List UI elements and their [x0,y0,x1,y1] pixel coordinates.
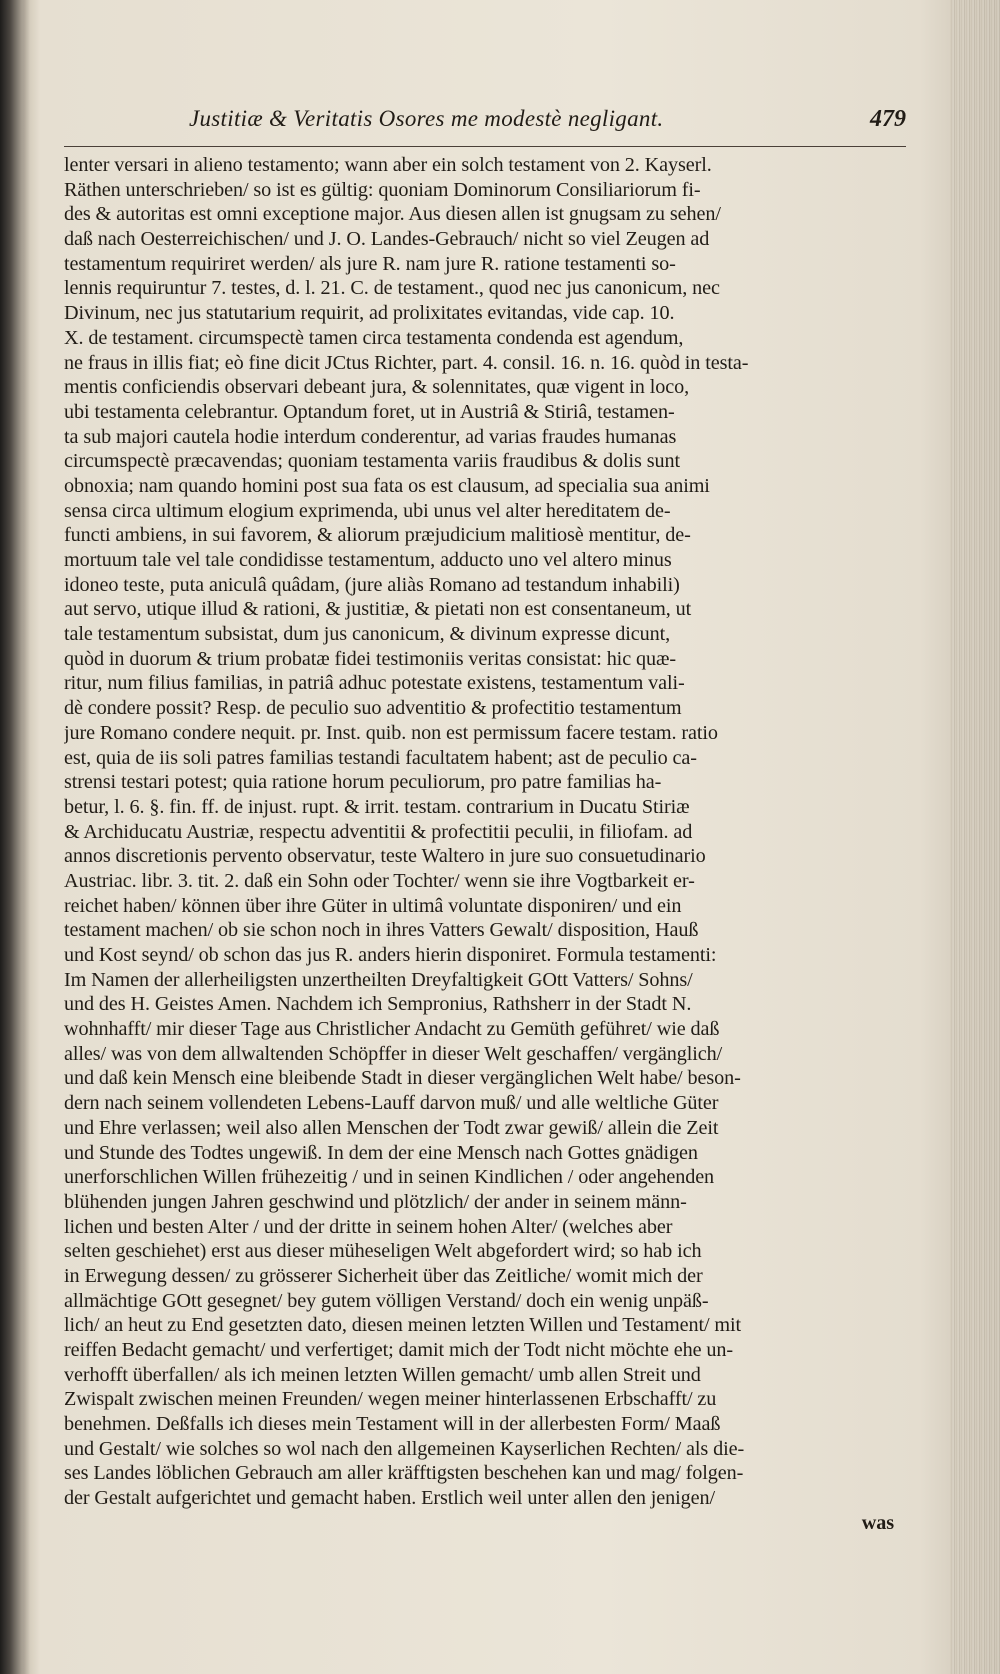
text-line: unerforschlichen Willen frühezeitig / und in seinen Kindlichen / oder angehenden [64,1166,715,1189]
catchword: was [861,1511,894,1534]
text-line: und Kost seynd/ ob schon das jus R. anders hierin disponiret. Formula testamenti: [64,944,717,966]
text-line: jure Romano condere nequit. pr. Inst. quib. non est permissum facere testam. ratio [64,721,718,744]
text-line: Zwispalt zwischen meinen Freunden/ wegen meiner hinterlassenen Erbschafft/ zu [64,1388,717,1411]
text-line: und Stunde des Todtes ungewiß. In dem der eine Mensch nach Gottes gnädigen [64,1141,698,1164]
text-line: ne fraus in illis fiat; eò fine dicit JCtus Richter, part. 4. consil. 16. n. 16. quòd in testa- [64,351,749,374]
text-line: alles/ was von dem allwaltenden Schöpffer in dieser Welt geschaffen/ vergänglich/ [64,1042,723,1065]
page-number: 479 [870,106,906,132]
text-line: ritur, num filius familias, in patriâ adhuc potestate existens, testamentum vali- [64,672,685,695]
page-header [64,96,906,147]
text-line: circumspectè præcavendas; quoniam testamenta variis fraudibus & dolis sunt [64,450,681,473]
text-line: und Gestalt/ wie solches so wol nach den allgemeinen Kayserlichen Rechten/ als die- [64,1437,745,1460]
text-line: obnoxia; nam quando homini post sua fata os est clausum, ad specialia sua animi [64,474,710,497]
text-line: ses Landes löblichen Gebrauch am aller kräfftigsten beschehen kan und mag/ folgen- [64,1462,744,1485]
text-line: strensi testari potest; quia ratione horum peculiorum, pro patre familias ha- [64,771,662,794]
text-line: testament machen/ ob sie schon noch in ihres Vatters Gewalt/ disposition, Hauß [64,919,699,942]
text-line: tale testamentum subsistat, dum jus canonicum, & divinum expresse dicunt, [64,623,671,646]
text-line: Räthen unterschrieben/ so ist es gültig: quoniam Dominorum Consiliariorum fi- [64,178,701,201]
text-line: testamentum requiriret werden/ als jure R. nam jure R. ratione testamenti so- [64,252,676,275]
text-line: und des H. Geistes Amen. Nachdem ich Sempronius, Rathsherr in der Stadt N. [64,993,692,1016]
text-line: dern nach seinem vollendeten Lebens-Lauff darvon muß/ und alle weltliche Güter [64,1092,719,1115]
text-line: mentis conficiendis observari debeant jura, & solennitates, quæ vigent in loco, [64,376,690,399]
text-line: lich/ an heut zu End gesetzten dato, diesen meinen letzten Willen und Testament/ mit [64,1314,742,1337]
text-line: lenter versari in alieno testamento; wann aber ein solch testament von 2. Kayserl. [64,154,712,176]
text-line: daß nach Oesterreichischen/ und J. O. Landes-Gebrauch/ nicht so viel Zeugen ad [64,228,710,251]
text-line: X. de testament. circumspectè tamen circa testamenta condenda est agendum, [64,326,684,349]
text-line: mortuum tale vel tale condidisse testamentum, adducto uno vel altero minus [64,549,672,571]
text-line: & Archiducatu Austriæ, respectu adventitii & profectitii peculii, in filiofam. ad [64,820,693,843]
text-line: sensa circa ultimum elogium exprimenda, ubi unus vel alter hereditatem de- [64,499,671,522]
text-line: aut servo, utique illud & rationi, & justitiæ, & pietati non est consentaneum, ut [64,598,692,621]
text-line: dè condere possit? Resp. de peculio suo adventitio & profectitio testamentum [64,697,682,720]
text-line: ubi testamenta celebrantur. Optandum foret, ut in Austriâ & Stiriâ, testamen- [64,400,675,423]
text-line: lennis requiruntur 7. testes, d. l. 21. C. de testament., quod nec jus canonicum, nec [64,277,720,300]
text-line: allmächtige GOtt gesegnet/ bey gutem völligen Verstand/ doch ein wenig unpäß- [64,1289,709,1312]
text-line: annos discretionis pervento observatur, teste Waltero in jure suo consuetudinario [64,845,706,868]
text-line: und Ehre verlassen; weil also allen Menschen der Todt zwar gewiß/ allein die Zeit [64,1116,719,1139]
text-line: und daß kein Mensch eine bleibende Stadt in dieser vergänglichen Welt habe/ beson- [64,1067,741,1090]
text-line: quòd in duorum & trium probatæ fidei testimoniis veritas consistat: hic quæ- [64,647,676,670]
text-line: Im Namen der allerheiligsten unzertheilten Dreyfaltigkeit GOtt Vatters/ Sohns/ [64,968,693,991]
text-line: in Erwegung dessen/ zu grösserer Sicherheit über das Zeitliche/ womit mich der [64,1264,703,1287]
text-line: des & autoritas est omni exceptione major. Aus diesen allen ist gnugsam zu sehen/ [64,203,721,226]
text-line: lichen und besten Alter / und der dritte in seinem hohen Alter/ (welches aber [64,1215,673,1238]
text-line: reiffen Bedacht gemacht/ und verfertiget; damit mich der Todt nicht möchte ehe un- [64,1339,734,1361]
text-line: wohnhafft/ mir dieser Tage aus Christlicher Andacht zu Gemüth geführet/ wie daß [64,1018,720,1041]
running-title: Justitiæ & Veritatis Osores me modestè negligant. [189,106,664,131]
page-edges [950,0,1000,1674]
binding-shadow [0,0,30,1674]
text-line: betur, l. 6. §. fin. ff. de injust. rupt. & irrit. testam. contrarium in Ducatu Stiriæ [64,795,690,818]
text-line: Divinum, nec jus statutarium requirit, ad prolixitates evitandas, vide cap. 10. [64,302,675,325]
text-line: idoneo teste, puta aniculâ quâdam, (jure aliàs Romano ad testandum inhabili) [64,573,680,596]
text-line: verhofft überfallen/ als ich meinen letzten Willen gemacht/ umb allen Streit und [64,1363,701,1386]
text-line: blühenden jungen Jahren geschwind und plötzlich/ der ander in seinem männ- [64,1190,687,1213]
text-line: reichet haben/ können über ihre Güter in ultimâ voluntate disponiren/ und ein [64,894,682,917]
text-line: der Gestalt aufgerichtet und gemacht haben. Erstlich weil unter allen den jenigen/ [64,1487,716,1510]
text-line: Austriac. libr. 3. tit. 2. daß ein Sohn oder Tochter/ wenn sie ihre Vogtbarkeit er- [64,869,695,892]
text-line: est, quia de iis soli patres familias testandi facultatem habent; ast de peculio ca- [64,746,697,769]
book-page [64,96,906,1656]
text-line: ta sub majori cautela hodie interdum conderentur, ad varias fraudes humanas [64,425,677,448]
text-line: selten geschiehet) erst aus dieser müheseligen Welt abgefordert wird; so hab ich [64,1240,702,1263]
text-line: functi ambiens, in sui favorem, & aliorum præjudicium malitiosè mentitur, de- [64,524,691,547]
text-body [64,153,906,1536]
text-line: benehmen. Deßfalls ich dieses mein Testament will in der allerbesten Form/ Maaß [64,1413,721,1436]
